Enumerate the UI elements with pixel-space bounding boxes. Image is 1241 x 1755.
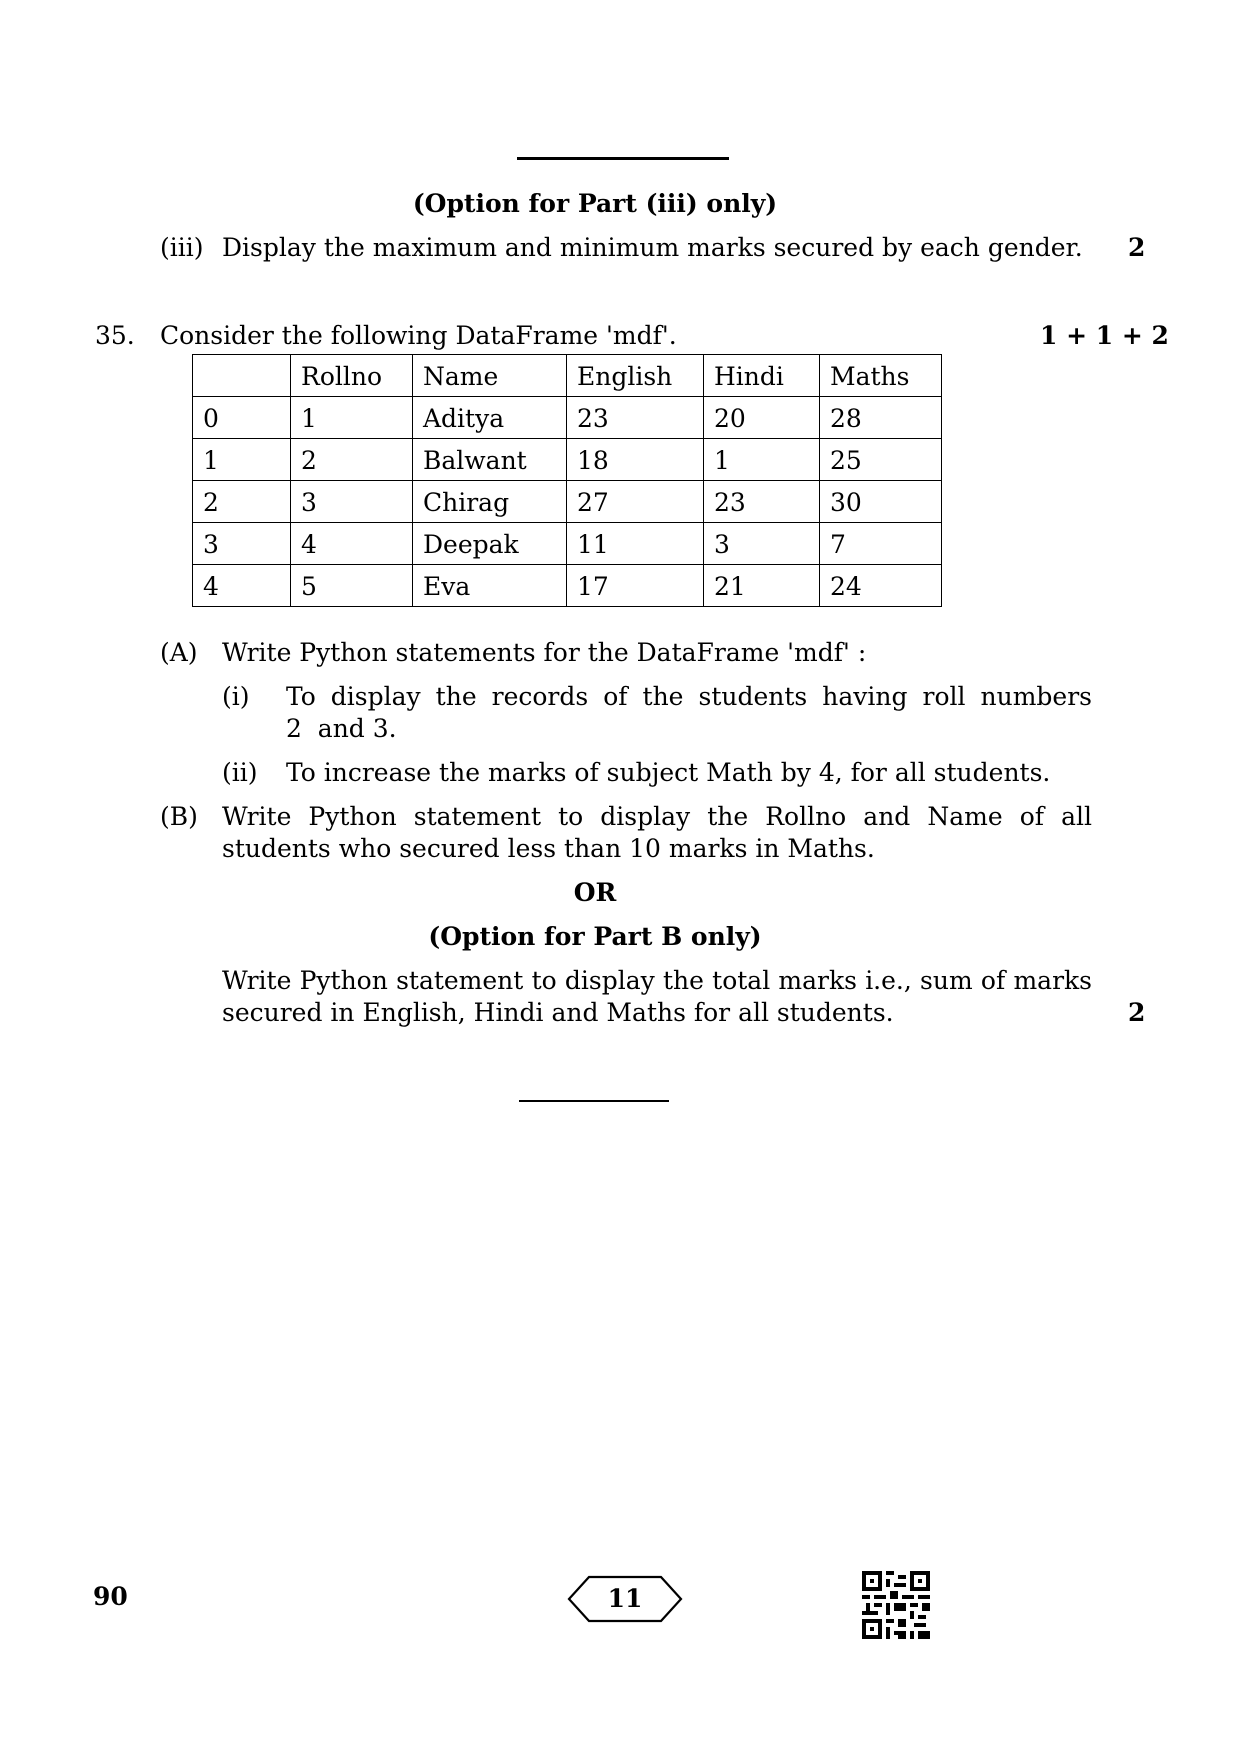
table-cell: 21 bbox=[704, 565, 820, 607]
table-cell: 18 bbox=[567, 439, 704, 481]
table-cell: 2 bbox=[291, 439, 413, 481]
option-iii-marks: 2 bbox=[1128, 233, 1146, 262]
table-cell: Chirag bbox=[413, 481, 567, 523]
question-text: Consider the following DataFrame 'mdf'. bbox=[160, 321, 677, 350]
table-header-cell: Hindi bbox=[704, 355, 820, 397]
part-a-i-line1: To display the records of the students having roll numbers bbox=[286, 682, 1092, 711]
table-cell: 24 bbox=[820, 565, 942, 607]
table-cell: Balwant bbox=[413, 439, 567, 481]
table-header-cell bbox=[193, 355, 291, 397]
option-b-heading: (Option for Part B only) bbox=[428, 922, 762, 951]
table-cell: 1 bbox=[193, 439, 291, 481]
table-cell: 4 bbox=[193, 565, 291, 607]
part-b-line2: students who secured less than 10 marks in Maths. bbox=[222, 834, 875, 863]
table-cell: 25 bbox=[820, 439, 942, 481]
page-number: 11 bbox=[607, 1584, 643, 1613]
table-header-cell: Maths bbox=[820, 355, 942, 397]
table-cell: 20 bbox=[704, 397, 820, 439]
table-cell: 5 bbox=[291, 565, 413, 607]
option-iii-heading: (Option for Part (iii) only) bbox=[412, 189, 778, 218]
table-row bbox=[193, 523, 942, 565]
dataframe-table bbox=[192, 354, 942, 607]
table-row bbox=[193, 397, 942, 439]
part-a-label: (A) bbox=[160, 638, 198, 667]
table-header-cell: Name bbox=[413, 355, 567, 397]
table-header-row bbox=[193, 355, 942, 397]
question-number: 35. bbox=[95, 321, 135, 350]
table-cell: 7 bbox=[820, 523, 942, 565]
bottom-rule bbox=[519, 1100, 669, 1102]
table-header-cell: Rollno bbox=[291, 355, 413, 397]
table-row bbox=[193, 565, 942, 607]
table-cell: 17 bbox=[567, 565, 704, 607]
table-cell: 1 bbox=[291, 397, 413, 439]
option-b-line2: secured in English, Hindi and Maths for all students. bbox=[222, 998, 894, 1027]
table-cell: 11 bbox=[567, 523, 704, 565]
table-cell: 4 bbox=[291, 523, 413, 565]
table-cell: 2 bbox=[193, 481, 291, 523]
table-cell: Eva bbox=[413, 565, 567, 607]
table-cell: 0 bbox=[193, 397, 291, 439]
table-cell: 27 bbox=[567, 481, 704, 523]
table-cell: 30 bbox=[820, 481, 942, 523]
option-iii-text: Display the maximum and minimum marks secured by each gender. bbox=[222, 233, 1083, 262]
table-cell: 28 bbox=[820, 397, 942, 439]
table-cell: 3 bbox=[193, 523, 291, 565]
qr-code-icon bbox=[862, 1571, 930, 1639]
page-number-badge bbox=[567, 1575, 683, 1623]
part-b-line1: Write Python statement to display the Rollno and Name of all bbox=[222, 802, 1092, 831]
paper-code: 90 bbox=[93, 1582, 128, 1611]
table-header-cell: English bbox=[567, 355, 704, 397]
option-b-line1: Write Python statement to display the total marks i.e., sum of marks bbox=[222, 966, 1092, 995]
part-b-label: (B) bbox=[160, 802, 198, 831]
table-cell: 1 bbox=[704, 439, 820, 481]
part-a-ii-text: To increase the marks of subject Math by 4, for all students. bbox=[286, 758, 1051, 787]
or-heading: OR bbox=[573, 878, 617, 907]
table-row bbox=[193, 481, 942, 523]
option-iii-label: (iii) bbox=[160, 233, 204, 262]
option-b-marks: 2 bbox=[1128, 998, 1146, 1027]
table-row bbox=[193, 439, 942, 481]
part-a-i-line2: 2 and 3. bbox=[286, 714, 397, 743]
part-a-text: Write Python statements for the DataFrame 'mdf' : bbox=[222, 638, 867, 667]
table-cell: 3 bbox=[291, 481, 413, 523]
table-cell: 3 bbox=[704, 523, 820, 565]
top-rule bbox=[517, 157, 729, 160]
part-a-ii-label: (ii) bbox=[222, 758, 258, 787]
table-cell: Aditya bbox=[413, 397, 567, 439]
question-marks: 1 + 1 + 2 bbox=[1040, 321, 1169, 350]
table-cell: 23 bbox=[704, 481, 820, 523]
table-cell: 23 bbox=[567, 397, 704, 439]
table-cell: Deepak bbox=[413, 523, 567, 565]
part-a-i-label: (i) bbox=[222, 682, 250, 711]
